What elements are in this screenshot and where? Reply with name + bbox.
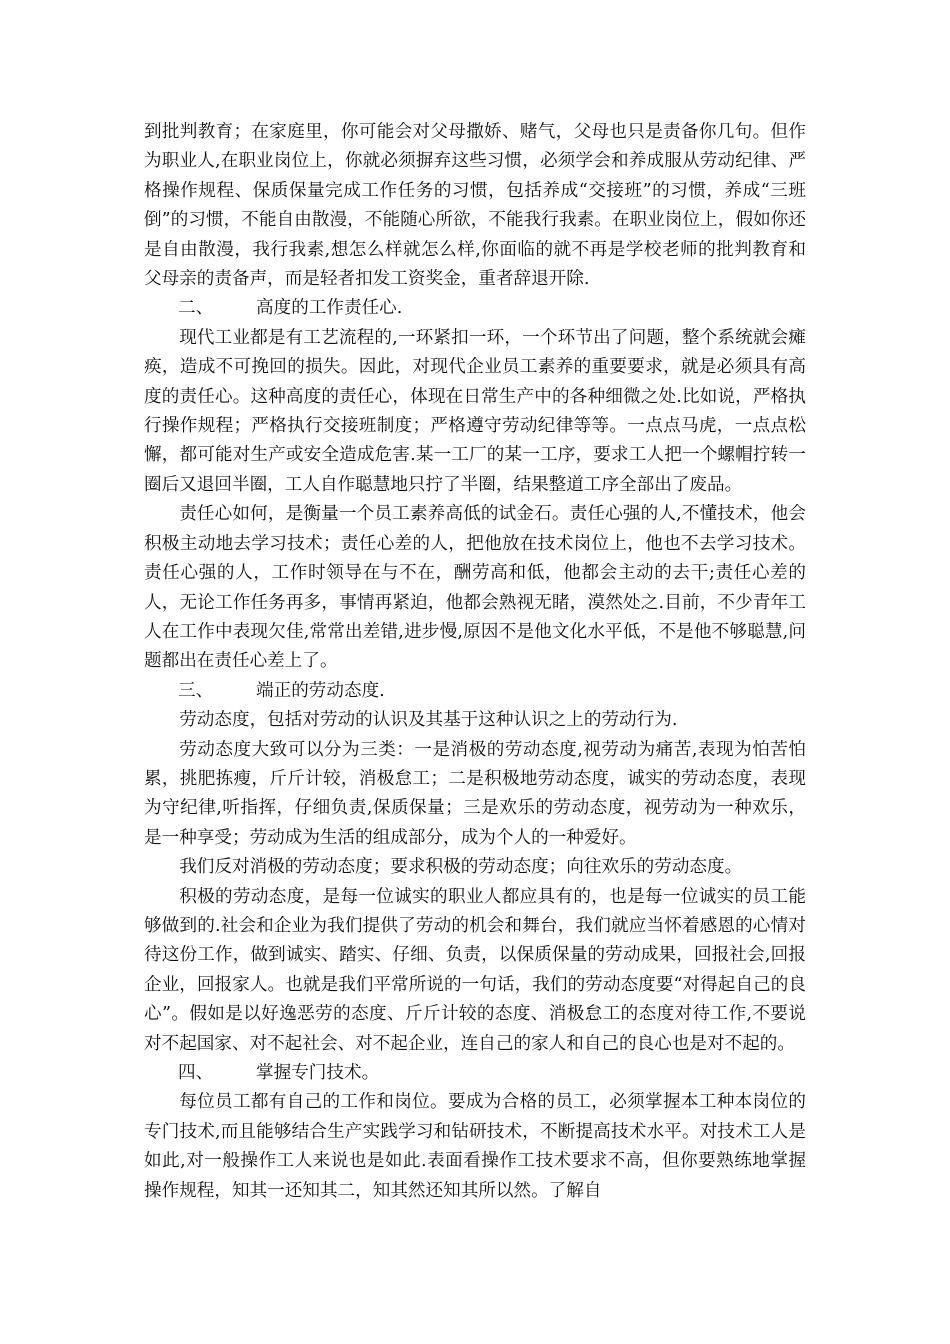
paragraph: 责任心如何，是衡量一个员工素养高低的试金石。责任心强的人,不懂技术，他会积极主动地去学习技术；责任心差的人，把他放在技术岗位上，他也不去学习技术。责任心强的人，工作时领导在与不在，酬劳高和低，他都会主动的去干;责任心差的人，无论工作任务再多，事情再紧迫，他都会熟视无睹，漠然处之.目前，不少青年工人在工作中表现欠佳,常常出差错,进步慢,原因不是他文化水平低，不是他不够聪慧,问题都出在责任心差上了。 — [144, 504, 806, 672]
document-page — [144, 118, 806, 1206]
paragraph: 积极的劳动态度，是每一位诚实的职业人都应具有的，也是每一位诚实的员工能够做到的.社会和企业为我们提供了劳动的机会和舞台，我们就应当怀着感恩的心情对待这份工作，做到诚实、踏实、仔细、负责，以保质保量的劳动成果，回报社会,回报企业，回报家人。也就是我们平常所说的一句话，我们的劳动态度要“对得起自己的良心”。假如是以好逸恶劳的态度、斤斤计较的态度、消极怠工的态度对待工作,不要说对不起国家、对不起社会、对不起企业，连自己的家人和自己的良心也是对不起的。 — [144, 886, 806, 1054]
paragraph: 每位员工都有自己的工作和岗位。要成为合格的员工，必须掌握本工种本岗位的专门技术,而且能够结合生产实践学习和钻研技术，不断提高技术水平。对技术工人是如此,对一般操作工人来说也是如此.表面看操作工技术要求不高，但你要熟练地掌握操作规程，知其一还知其二，知其然还知其所以然。了解自 — [144, 1092, 806, 1201]
section-number: 二、 — [178, 298, 214, 319]
section-heading — [144, 1059, 806, 1088]
section-heading — [144, 294, 806, 323]
section-number: 四、 — [178, 1063, 214, 1083]
paragraph: 现代工业都是有工艺流程的,一环紧扣一环，一个环节出了问题，整个系统就会瘫痪，造成不可挽回的损失。因此，对现代企业员工素养的重要要求，就是必须具有高度的责任心。这种高度的责任心，体现在日常生产中的各种细微之处.比如说，严格执行操作规程；严格执行交接班制度；严格遵守劳动纪律等等。一点点马虎，一点点松懈，都可能对生产或安全造成危害.某一工厂的某一工序，要求工人把一个螺帽拧转一圈后又退回半圈，工人自作聪慧地只拧了半圈，结果整道工序全部出了废品。 — [144, 327, 806, 495]
section-title: 掌握专门技术。 — [256, 1063, 380, 1083]
section-number: 三、 — [178, 680, 214, 701]
section-title: 高度的工作责任心. — [256, 298, 403, 319]
section-title: 端正的劳动态度. — [256, 680, 385, 701]
paragraph: 劳动态度，包括对劳动的认识及其基于这种认识之上的劳动行为. — [179, 710, 678, 731]
paragraph: 到批判教育；在家庭里，你可能会对父母撒娇、赌气，父母也只是责备你几句。但作为职业人,在职业岗位上，你就必须摒弃这些习惯，必须学会和养成服从劳动纪律、严格操作规程、保质保量完成工作任务的习惯，包括养成“交接班”的习惯，养成“三班倒”的习惯，不能自由散漫，不能随心所欲，不能我行我素。在职业岗位上，假如你还是自由散漫，我行我素,想怎么样就怎么样,你面临的就不再是学校老师的批判教育和父母亲的责备声，而是轻者扣发工资奖金，重者辞退开除. — [144, 122, 806, 290]
paragraph: 劳动态度大致可以分为三类：一是消极的劳动态度,视劳动为痛苦,表现为怕苦怕累，挑肥拣瘦，斤斤计较，消极怠工；二是积极地劳动态度，诚实的劳动态度，表现为守纪律,听指挥，仔细负责,保质保量；三是欢乐的劳动态度，视劳动为一种欢乐，是一种享受；劳动成为生活的组成部分，成为个人的一种爱好。 — [144, 739, 806, 848]
section-heading — [144, 677, 806, 706]
paragraph: 我们反对消极的劳动态度；要求积极的劳动态度；向往欢乐的劳动态度。 — [179, 857, 743, 878]
